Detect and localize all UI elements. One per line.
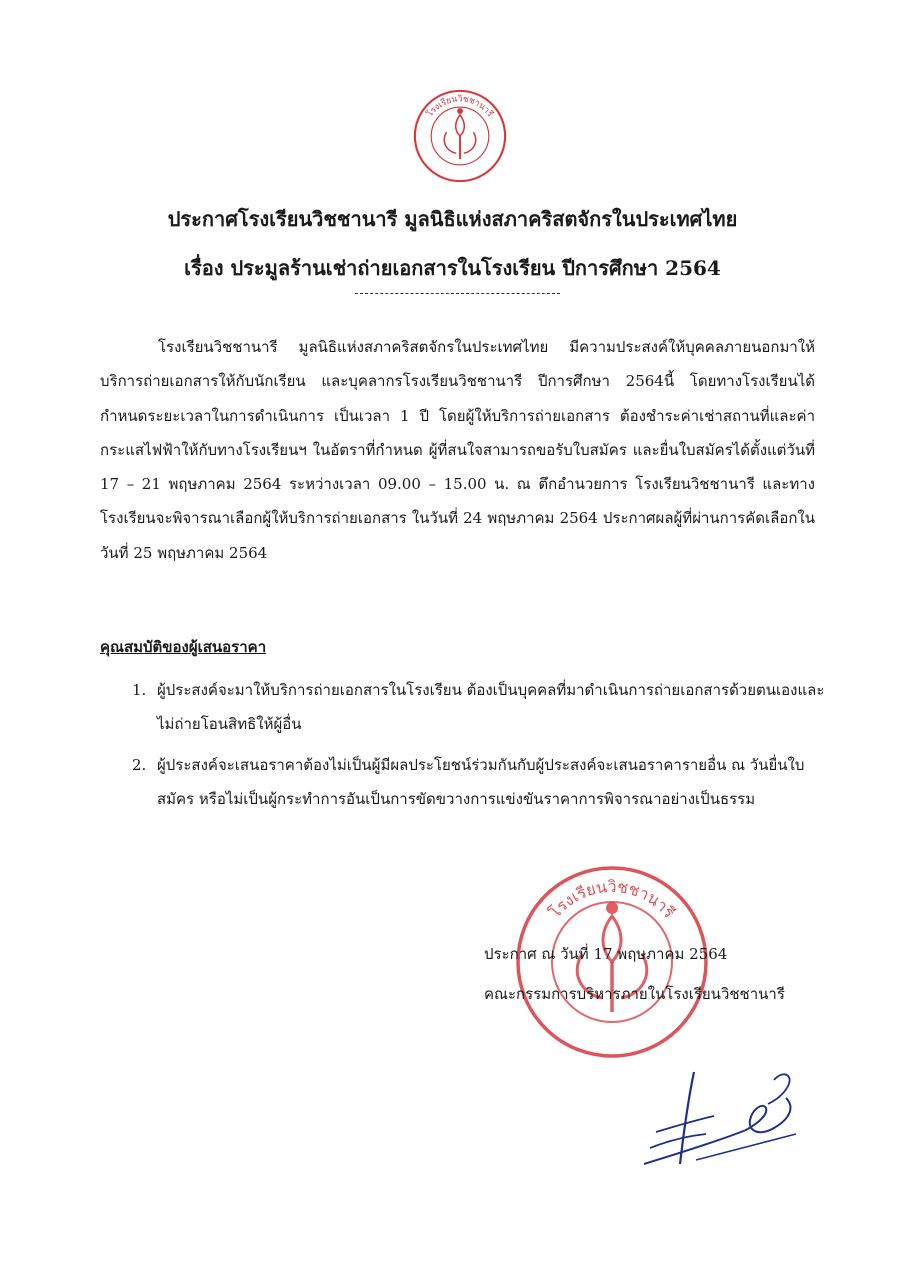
svg-text:โรงเรียนวิชชานารี: โรงเรียนวิชชานารี: [425, 94, 495, 120]
title-divider: [355, 293, 560, 294]
announcement-subject: เรื่อง ประมูลร้านเช่าถ่ายเอกสารในโรงเรียน ปีการศึกษา 2564: [184, 256, 721, 280]
school-seal-logo: [412, 88, 508, 184]
list-number: 2.: [132, 756, 147, 774]
announcement-body: โรงเรียนวิชชานารี มูลนิธิแห่งสภาคริสตจักรในประเทศไทย มีความประสงค์ให้บุคคลภายนอกมาให้บริการถ่ายเอกสารให้กับนักเรียน และบุคลากรโรงเรียนวิชชานารี ปีการศึกษา 2564นี้ โดยทางโรงเรียนได้กำหนดระยะเวลาในการดำเนินการ เป็นเวลา 1 ปี โดยผู้ให้บริการถ่ายเอกสาร ต้องชำระค่าเช่าสถานที่และค่ากระแสไฟฟ้าให้กับทางโรงเรียนฯ ในอัตราที่กำหนด ผู้ที่สนใจสามารถขอรับใบสมัคร และยื่นใบสมัครได้ตั้งแต่วันที่ 17 – 21 พฤษภาคม 2564 ระหว่างเวลา 09.00 – 15.00 น. ณ ตึกอำนวยการ โรงเรียนวิชชานารี และทางโรงเรียนจะพิจารณาเลือกผู้ให้บริการถ่ายเอกสาร ในวันที่ 24 พฤษภาคม 2564 ประกาศผลผู้ที่ผ่านการคัดเลือกในวันที่ 25 พฤษภาคม 2564: [100, 338, 815, 562]
svg-text:โรงเรียนวิชชานารี: โรงเรียนวิชชานารี: [545, 876, 679, 922]
qualification-list-item: [132, 673, 827, 742]
signature-mark: [636, 1060, 806, 1180]
qualification-list-item: [132, 748, 827, 817]
announcement-title: ประกาศโรงเรียนวิชชานารี มูลนิธิแห่งสภาคริสตจักรในประเทศไทย: [167, 207, 738, 231]
announcement-date: ประกาศ ณ วันที่ 17 พฤษภาคม 2564: [484, 945, 728, 963]
issuing-committee: คณะกรรมการบริหารภายในโรงเรียนวิชชานารี: [484, 985, 785, 1003]
list-number: 1.: [132, 681, 147, 699]
qualifications-heading: คุณสมบัติของผู้เสนอราคา: [100, 638, 267, 656]
list-item-text: ผู้ประสงค์จะมาให้บริการถ่ายเอกสารในโรงเรียน ต้องเป็นบุคคลที่มาดำเนินการถ่ายเอกสารด้วยตนเองและไม่ถ่ายโอนสิทธิให้ผู้อื่น: [157, 681, 825, 734]
list-item-text: ผู้ประสงค์จะเสนอราคาต้องไม่เป็นผู้มีผลประโยชน์ร่วมกันกับผู้ประสงค์จะเสนอราคารายอื่น ณ วันยื่นใบสมัคร หรือไม่เป็นผู้กระทำการอันเป็นการขัดขวางการแข่งขันราคาการพิจารณาอย่างเป็นธรรม: [157, 756, 805, 809]
